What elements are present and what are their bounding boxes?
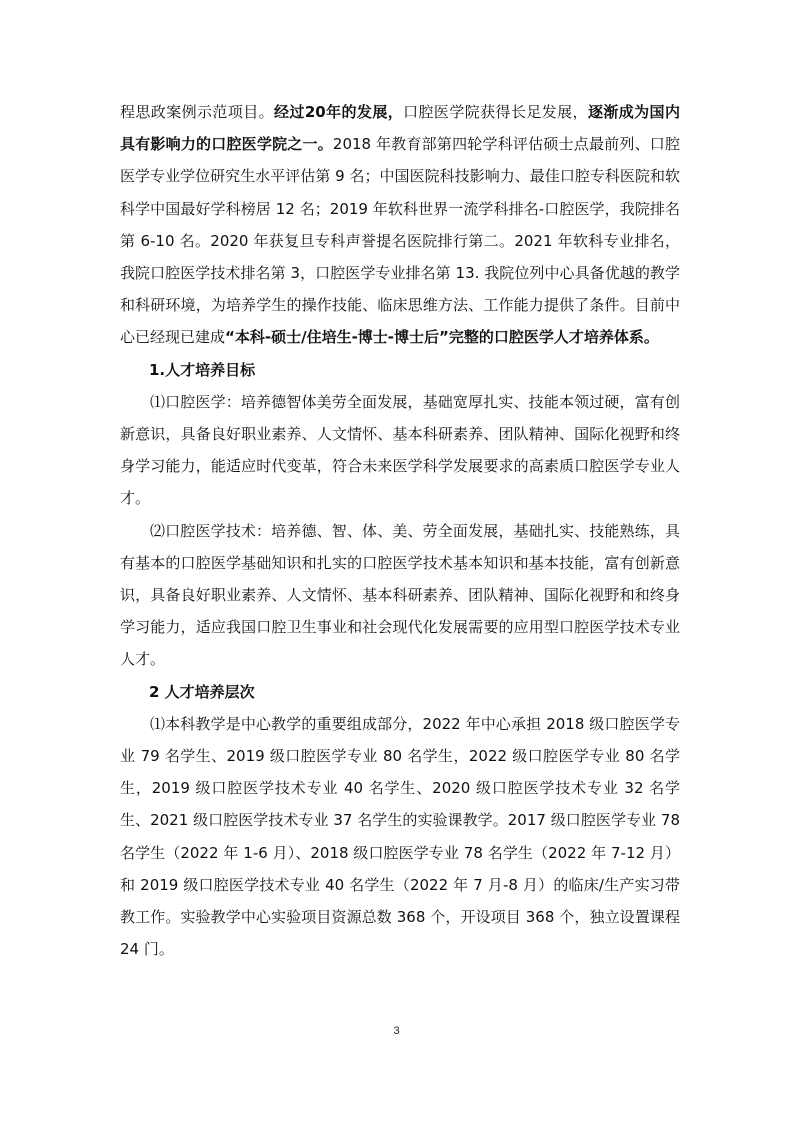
bold-text-run: 逐渐成为国内具有影响力的口腔医学院之一。 xyxy=(120,103,680,154)
paragraph-goal-dental-technology: ⑵口腔医学技术：培养德、智、体、美、劳全面发展，基础扎实、技能熟练，具有基本的口腔医学基础知识和扎实的口腔医学技术基本知识和基本技能，富有创新意识，具备良好职业素养、人文情怀、基本科研素养、团队精神、国际化视野和和终身学习能力，适应我国口腔卫生事业和社会现代化发展需要的应用型口腔医学技术专业人才。 xyxy=(120,521,680,669)
paragraph-goal-stomatology: ⑴口腔医学：培养德智体美劳全面发展，基础宽厚扎实、技能本领过硬，富有创新意识，具备良好职业素养、人文情怀、基本科研素养、团队精神、国际化视野和终身学习能力，能适应时代变革，符合未来医学科学发展要求的高素质口腔医学专业人才。 xyxy=(120,392,680,508)
paragraph-undergraduate-teaching: ⑴本科教学是中心教学的重要组成部分，2022 年中心承担 2018 级口腔医学专业 79 名学生、2019 级口腔医学专业 80 名学生，2022 级口腔医学专业 80 名学生，2019 级口腔医学技术专业 40 名学生、2020 级口腔医学技术专业 32 名学生、2021 级口腔医学技术专业 37 名学生的实验课教学。2017 级口腔医学专业 78 名学生（2022 年 1-6 月）、2018 级口腔医学专业 78 名学生（2022 年 7-12 月）和 2019 级口腔医学技术专业 40 名学生（2022 年 7 月-8 月）的临床/生产实习带教工作。实验教学中心实验项目资源总数 368 个，开设项目 368 个，独立设置课程 24 门。 xyxy=(120,714,680,959)
page-body xyxy=(120,96,680,965)
bold-text-run: “本科-硕士/住培生-博士-博士后”完整的口腔医学人才培养体系。 xyxy=(225,328,659,347)
paragraph-intro xyxy=(120,96,680,354)
text-run: 程思政案例示范项目。 xyxy=(120,103,275,121)
section-heading-training-goals: 1.人才培养目标 xyxy=(149,360,256,379)
text-run: 2018 年教育部第四轮学科评估硕士点最前列、口腔医学专业学位研究生水平评估第 9 名；中国医院科技影响力、最佳口腔专科医院和软科学中国最好学科榜居 12 名；2019 年软科世界一流学科排名-口腔医学，我院排名第 6-10 名。2020 年获复旦专科声誉提名医院排行第二。2021 年软科专业排名，我院口腔医学技术排名第 3，口腔医学专业排名第 13. 我院位列中心具备优越的教学和科研环境，为培养学生的操作技能、临床思维方法、工作能力提供了条件。目前中心已经现已建成 xyxy=(120,135,680,347)
page-number: 3 xyxy=(393,1025,400,1037)
bold-text-run: 经过20年的发展， xyxy=(274,103,404,121)
text-run: 口腔医学院获得长足发展， xyxy=(403,103,588,121)
section-heading-training-levels: 2 人才培养层次 xyxy=(149,682,255,701)
